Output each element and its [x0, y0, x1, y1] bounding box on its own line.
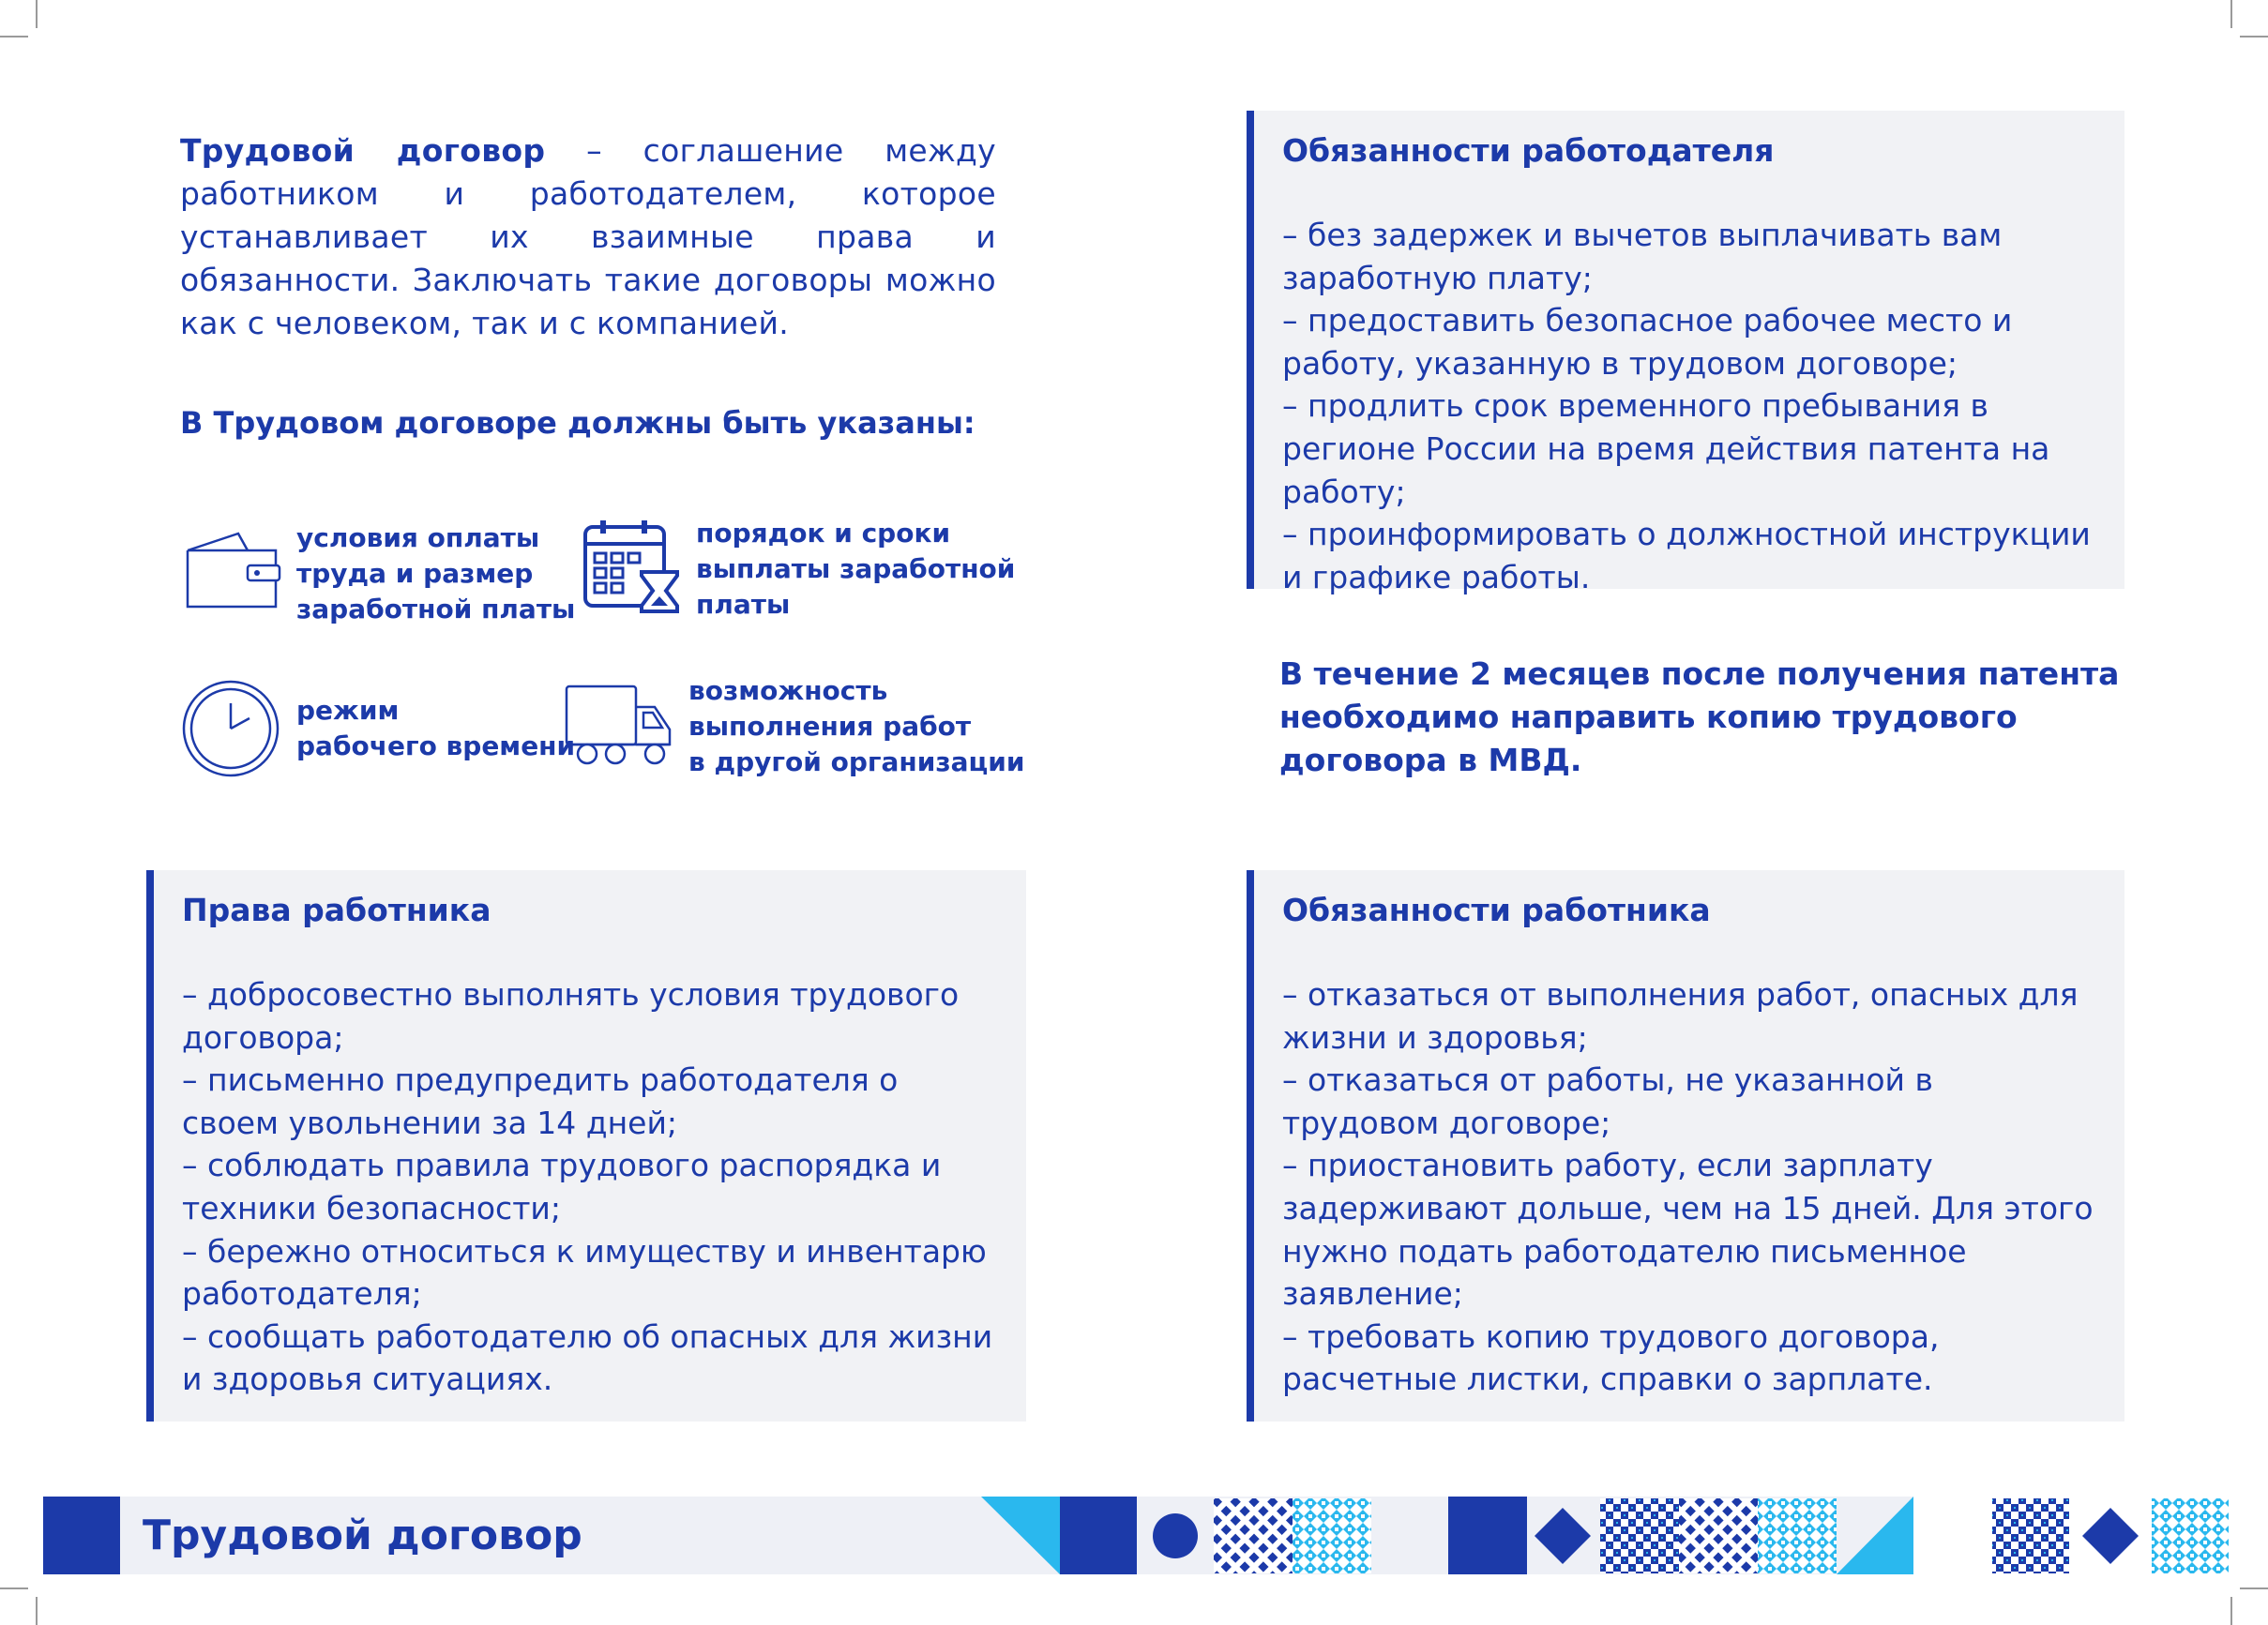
- required-item-payment-terms: [180, 520, 575, 627]
- intro-term: Трудовой договор: [180, 132, 546, 169]
- list-item: – отказаться от выполнения работ, опасных для жизни и здоровья;: [1282, 976, 2079, 1056]
- mvd-notice: В течение 2 месяцев после получения патента необходимо направить копию трудового договора в МВД.: [1279, 655, 2120, 778]
- employer-duties-box: [1247, 111, 2124, 595]
- list-item: – предоставить безопасное рабочее место и работу, указанную в трудовом договоре;: [1282, 302, 2013, 382]
- footer-title: Трудовой договор: [143, 1512, 582, 1559]
- list-item: – приостановить работу, если зарплату задерживают дольше, чем на 15 дней. Для этого нужно подать работодателю письменное заявление;: [1282, 1147, 2094, 1313]
- list-item: – добросовестно выполнять условия трудового договора;: [182, 976, 960, 1056]
- footer-square: [43, 1497, 120, 1574]
- crop-mark: [36, 1597, 38, 1625]
- list-item: – продлить срок временного пребывания в регионе России на время действия патента на работу;: [1282, 387, 2050, 510]
- required-items-heading: В Трудовом договоре должны быть указаны:: [180, 405, 975, 441]
- list-item: – письменно предупредить работодателя о своем увольнении за 14 дней;: [182, 1061, 899, 1141]
- crop-mark: [0, 36, 28, 38]
- list-item: – бережно относиться к имуществу и инвентарю работодателя;: [182, 1232, 987, 1313]
- item-label: порядок и сроки выплаты заработной платы: [696, 518, 1016, 620]
- required-item-payment-schedule: [580, 516, 1015, 623]
- wallet-icon: [180, 522, 283, 625]
- employee-rights-title: Права работника: [182, 892, 491, 928]
- employee-duties-list: [1282, 973, 2096, 1401]
- footer-ornament-strip: [975, 1497, 1913, 1574]
- list-item: – соблюдать правила трудового распорядка и техники безопасности;: [182, 1147, 942, 1226]
- list-item: – требовать копию трудового договора, расчетные листки, справки о зарплате.: [1282, 1317, 1940, 1398]
- list-item: – сообщать работодателю об опасных для жизни и здоровья ситуациях.: [182, 1317, 993, 1398]
- truck-icon: [563, 675, 675, 778]
- list-item: – без задержек и вычетов выплачивать вам заработную плату;: [1282, 217, 2003, 296]
- crop-mark: [0, 1587, 28, 1589]
- intro-text: – соглашение между работником и работодателем, которое устанавливает их взаимные права и обязанности. Заключать такие договоры можно как с человеком, так и с компанией.: [180, 132, 996, 341]
- employer-duties-title: Обязанности работодателя: [1282, 132, 1775, 169]
- item-label: условия оплаты труда и размер заработной платы: [296, 522, 576, 624]
- required-item-working-hours: [180, 677, 575, 780]
- item-label: режим рабочего времени: [296, 695, 576, 761]
- crop-mark: [2240, 36, 2268, 38]
- crop-mark: [36, 0, 38, 28]
- crop-mark: [2240, 1587, 2268, 1589]
- item-label: возможность выполнения работ в другой организации: [688, 675, 1025, 777]
- required-item-other-organization: [563, 673, 1025, 780]
- employee-rights-box: [146, 870, 1026, 1422]
- employee-duties-title: Обязанности работника: [1282, 892, 1711, 928]
- list-item: – проинформировать о должностной инструкции и графике работы.: [1282, 516, 2091, 595]
- crop-mark: [2230, 0, 2232, 28]
- footer-ornament-right: [1988, 1497, 2232, 1574]
- calendar-hourglass-icon: [580, 518, 683, 621]
- employee-duties-box: [1247, 870, 2124, 1422]
- crop-mark: [2230, 1597, 2232, 1625]
- employer-duties-list: [1282, 214, 2096, 598]
- intro-paragraph: [180, 129, 996, 345]
- list-item: – отказаться от работы, не указанной в трудовом договоре;: [1282, 1061, 1933, 1141]
- employee-rights-list: [182, 973, 998, 1401]
- clock-icon: [180, 677, 283, 780]
